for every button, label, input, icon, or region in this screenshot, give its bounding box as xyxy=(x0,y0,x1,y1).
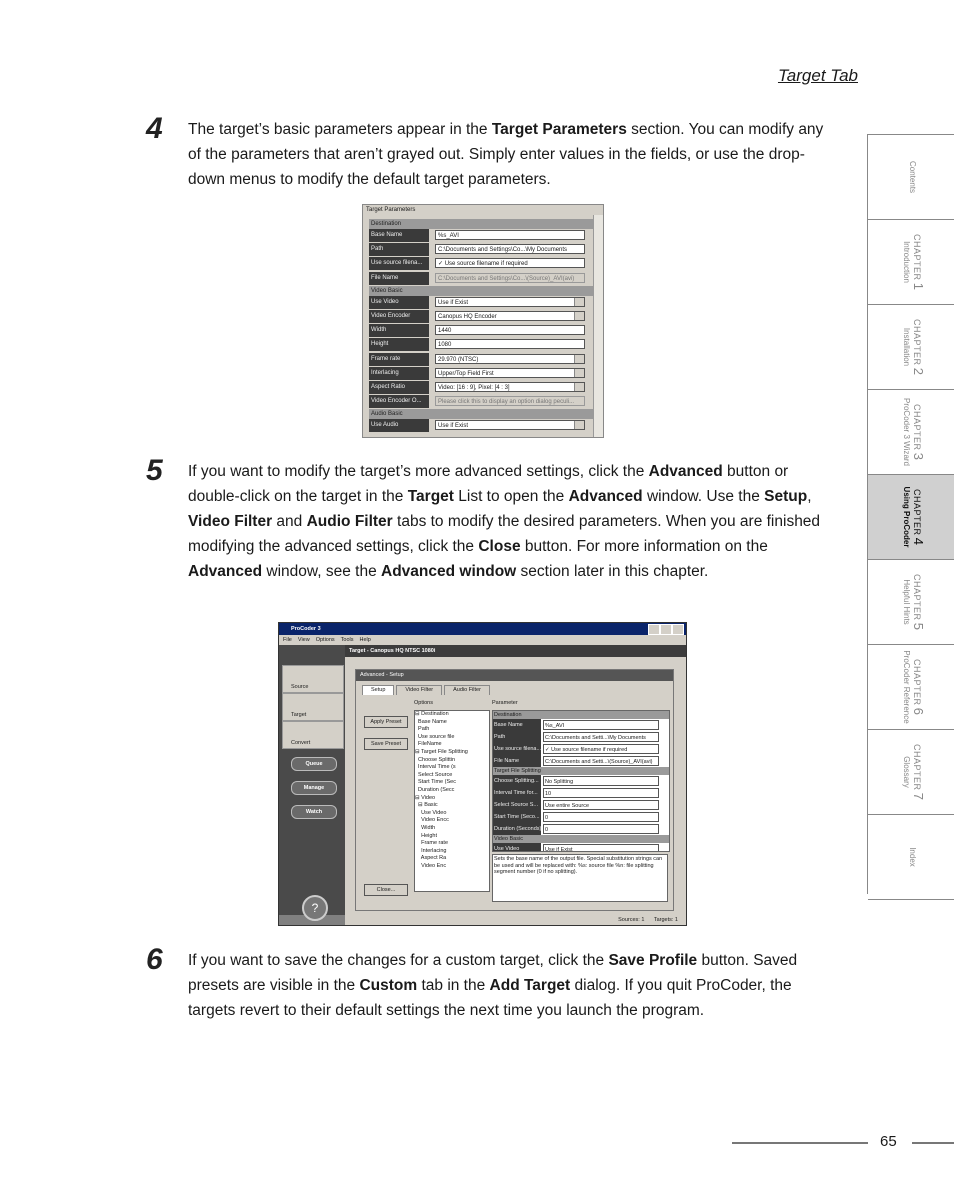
nav-tab-1[interactable] xyxy=(868,220,954,305)
param-value-field[interactable] xyxy=(435,325,585,335)
param-value-field[interactable] xyxy=(435,382,585,392)
param-value-field[interactable] xyxy=(435,420,585,430)
nav-tab-6[interactable] xyxy=(868,645,954,730)
step-4-text xyxy=(188,117,838,192)
procoder-advanced-screenshot xyxy=(278,622,687,926)
step-text-fragment: tabs to modify the desired parameters. When you are finished modifying the advanced settings, click the xyxy=(188,513,821,555)
param-row xyxy=(369,353,593,366)
step-bold-term: Save Profile xyxy=(608,952,698,969)
nav-chapter-word: CHAPTER xyxy=(911,489,922,536)
target-button[interactable] xyxy=(282,693,344,721)
param-value-text: Canopus HQ Encoder xyxy=(438,314,497,320)
tab-video-filter[interactable]: Video Filter xyxy=(396,685,442,695)
page-header-title: Target Tab xyxy=(777,66,858,85)
param-label: Use source filena... xyxy=(493,743,541,755)
param-label: Base Name xyxy=(369,229,429,242)
chevron-down-icon[interactable] xyxy=(574,369,584,377)
step-bold-term: Advanced window xyxy=(381,563,517,580)
tree-item[interactable]: Frame rate xyxy=(415,840,449,847)
advanced-tabs xyxy=(362,685,492,695)
param-section-header: Audio Basic xyxy=(369,409,593,419)
param-row xyxy=(369,243,593,256)
nav-tab-label xyxy=(901,234,926,290)
param-value-field[interactable]: ✓ Use source filename if required xyxy=(543,744,659,754)
source-button[interactable] xyxy=(282,665,344,693)
param-label: Width xyxy=(369,324,429,337)
param-section-header: Destination xyxy=(369,219,593,229)
param-label: Use Audio xyxy=(369,419,429,432)
options-tree[interactable] xyxy=(414,710,490,892)
source-button-label: Source xyxy=(291,684,309,690)
param-label: Path xyxy=(369,243,429,256)
minimize-button[interactable] xyxy=(648,624,660,635)
target-button-label: Target xyxy=(291,712,307,718)
sources-count: Sources: 1 xyxy=(618,917,645,923)
page-number: 65 xyxy=(880,1133,897,1150)
chapter-side-nav xyxy=(867,134,954,894)
nav-chapter-number: 1 xyxy=(910,282,926,290)
nav-chapter-word: CHAPTER xyxy=(911,659,922,706)
parameter-label: Parameter xyxy=(492,700,518,706)
param-label: Use Video xyxy=(493,843,541,852)
status-bar xyxy=(345,915,686,925)
param-row xyxy=(493,843,669,852)
param-label: Height xyxy=(369,338,429,351)
target-bar: Target - Canopus HQ NTSC 1080i xyxy=(345,645,686,657)
window-titlebar xyxy=(279,623,686,635)
step-bold-term: Target Parameters xyxy=(491,121,627,138)
maximize-button[interactable] xyxy=(660,624,672,635)
param-section-header: Video Basic xyxy=(369,286,593,296)
footer-rule-right xyxy=(912,1142,954,1144)
nav-chapter-title: ProCoder 3 Wizard xyxy=(901,397,911,467)
nav-chapter-word: CHAPTER xyxy=(911,319,922,366)
nav-tab-8[interactable] xyxy=(868,815,954,900)
nav-tab-label xyxy=(901,650,926,724)
chevron-down-icon[interactable] xyxy=(574,355,584,363)
param-row xyxy=(493,755,669,767)
nav-chapter-number: 2 xyxy=(910,367,926,375)
nav-tab-3[interactable] xyxy=(868,390,954,475)
nav-chapter-title: Helpful Hints xyxy=(901,579,911,625)
tree-item[interactable]: Interval Time (s xyxy=(415,764,456,771)
step-text-fragment: dialog. If you quit ProCoder, the targets revert to their default settings the next time you launch the program. xyxy=(188,977,792,1019)
step-text-fragment: window, see the xyxy=(262,563,382,580)
step-bold-term: Advanced xyxy=(188,563,263,580)
param-value-field[interactable]: %s_AVI xyxy=(543,720,659,730)
param-value-text: Video: [16 : 9], Pixel: [4 : 3] xyxy=(438,385,510,391)
param-row xyxy=(369,367,593,380)
tree-item[interactable]: Use Video xyxy=(415,809,447,816)
menu-item[interactable]: Tools xyxy=(340,637,354,643)
parameter-grid[interactable] xyxy=(492,710,670,852)
param-section-header: Target File Splitting xyxy=(493,767,669,775)
step-text-fragment: section later in this chapter. xyxy=(516,563,709,580)
advanced-dialog-title: Advanced - Setup xyxy=(356,670,673,681)
tree-item[interactable]: Height xyxy=(415,832,438,839)
nav-tab-2[interactable] xyxy=(868,305,954,390)
param-value-text: C:\Documents and Settings\Co...\My Documents xyxy=(438,247,568,254)
param-row xyxy=(369,338,593,351)
nav-chapter-word: CHAPTER xyxy=(911,574,922,621)
window-title: ProCoder 3 xyxy=(291,626,321,632)
param-value-field[interactable]: 0 xyxy=(543,824,659,834)
param-label: File Name xyxy=(493,755,541,767)
param-row xyxy=(369,381,593,394)
nav-chapter-word: CHAPTER xyxy=(911,744,922,791)
param-value-text: ✓ Use source filename if required xyxy=(438,261,528,268)
tree-item[interactable]: Aspect Ra xyxy=(415,855,447,862)
param-value-field[interactable] xyxy=(435,230,585,240)
param-label: Choose Splitting... xyxy=(493,775,541,787)
nav-chapter-title: Glossary xyxy=(901,756,911,788)
param-row xyxy=(493,719,669,731)
tree-item[interactable]: FileName xyxy=(415,741,442,748)
advanced-dialog xyxy=(355,669,674,911)
step-bold-term: Custom xyxy=(359,977,418,994)
param-row xyxy=(493,787,669,799)
step-bold-term: Video Filter xyxy=(188,513,273,530)
param-value-field[interactable]: Use entire Source xyxy=(543,800,659,810)
menu-item[interactable]: Options xyxy=(315,637,335,643)
target-parameters-title: Target Parameters xyxy=(363,205,603,215)
menu-item[interactable]: File xyxy=(283,637,292,643)
step-text-fragment: tab in the xyxy=(417,977,490,994)
help-icon[interactable]: ? xyxy=(302,895,328,921)
step-text-fragment: button. For more information on the xyxy=(520,538,768,555)
step-bold-term: Audio Filter xyxy=(306,513,393,530)
queue-button[interactable]: Queue xyxy=(291,757,337,771)
param-value-text: Use if Exist xyxy=(438,299,469,306)
param-value-text: %s_AVI xyxy=(438,233,459,239)
nav-tab-label xyxy=(901,486,926,548)
left-panel xyxy=(279,645,345,915)
step-text-fragment: If you want to modify the target’s more advanced settings, click the xyxy=(188,463,649,480)
tab-setup[interactable]: Setup xyxy=(362,685,394,695)
param-value-field[interactable] xyxy=(435,339,585,349)
step-text-fragment: window. Use the xyxy=(642,488,765,505)
step-bold-term: Close xyxy=(478,538,521,555)
param-row xyxy=(369,419,593,432)
param-row xyxy=(369,324,593,337)
param-value-field[interactable]: 0 xyxy=(543,812,659,822)
tree-item[interactable]: Video Encc xyxy=(415,817,449,824)
nav-chapter-number: 3 xyxy=(910,452,926,460)
step-6-number: 6 xyxy=(146,943,163,976)
convert-button[interactable] xyxy=(282,721,344,749)
tree-item[interactable]: Width xyxy=(415,824,436,831)
step-bold-term: Target xyxy=(407,488,454,505)
step-6-text xyxy=(188,948,838,1023)
step-4-number: 4 xyxy=(146,112,163,145)
param-value-field[interactable]: No Splitting xyxy=(543,776,659,786)
nav-chapter-title: Installation xyxy=(901,327,911,367)
param-value-field[interactable]: Use if Exist xyxy=(543,844,659,852)
param-value-text: Please click this to display an option dialog peculi... xyxy=(438,399,575,406)
nav-chapter-number: 4 xyxy=(910,537,926,545)
param-label: Aspect Ratio xyxy=(369,381,429,394)
tree-item[interactable]: ⊟ Basic xyxy=(415,802,438,809)
tree-item[interactable]: Select Source xyxy=(415,771,453,778)
parameter-description: Sets the base name of the output file. Special substitution strings can be used and will be replaced with: %s: source file %n: file splitting segment number (0 if no splitting). xyxy=(492,854,668,902)
step-5-text xyxy=(188,459,838,584)
tree-item[interactable]: Choose Splittin xyxy=(415,756,456,763)
tree-item[interactable]: ⊟ Video xyxy=(415,794,436,801)
step-text-fragment: and xyxy=(272,513,307,530)
scrollbar[interactable] xyxy=(593,215,603,437)
param-label: Video Encoder xyxy=(369,310,429,323)
step-text-fragment: , xyxy=(807,488,812,505)
save-preset-button[interactable]: Save Preset xyxy=(364,738,408,750)
options-label: Options xyxy=(414,700,433,706)
param-value-field[interactable] xyxy=(435,311,585,321)
tree-item[interactable]: Start Time (Sec xyxy=(415,779,456,786)
tree-item[interactable]: ⊟ Destination xyxy=(415,711,449,717)
nav-tab-label xyxy=(907,847,917,867)
param-label: Base Name xyxy=(493,719,541,731)
nav-chapter-title: Contents xyxy=(907,160,917,194)
nav-chapter-number: 6 xyxy=(910,707,926,715)
chevron-down-icon[interactable] xyxy=(574,383,584,391)
param-row xyxy=(493,743,669,755)
param-row xyxy=(369,310,593,323)
step-text-fragment: button or double-click on the target in the xyxy=(188,463,789,505)
tree-item[interactable]: Interlacing xyxy=(415,847,447,854)
param-value-text: 1440 xyxy=(438,328,452,335)
param-value-field[interactable] xyxy=(435,258,585,268)
param-section-header: Video Basic xyxy=(493,835,669,843)
nav-tab-label xyxy=(901,744,926,800)
param-label: Select Source S... xyxy=(493,799,541,811)
nav-chapter-number: 7 xyxy=(910,792,926,800)
nav-chapter-word: CHAPTER xyxy=(911,404,922,451)
manage-button[interactable]: Manage xyxy=(291,781,337,795)
param-row xyxy=(493,775,669,787)
chevron-down-icon[interactable] xyxy=(574,421,584,429)
param-label: Interval Time for... xyxy=(493,787,541,799)
param-label: Frame rate xyxy=(369,353,429,366)
step-5-number: 5 xyxy=(146,454,163,487)
menu-item[interactable]: Help xyxy=(359,637,371,643)
nav-tab-label xyxy=(907,161,917,193)
param-label: File Name xyxy=(369,272,429,285)
step-text-fragment: section. You can modify any of the parameters that aren’t grayed out. Simply enter values in the fields, or use the drop-down menus to modify the default target parameters. xyxy=(188,121,824,188)
step-bold-term: Add Target xyxy=(489,977,571,994)
param-row xyxy=(493,799,669,811)
targets-count: Targets: 1 xyxy=(653,917,678,923)
nav-chapter-number: 5 xyxy=(910,622,926,630)
nav-tab-7[interactable] xyxy=(868,730,954,815)
param-value-field[interactable]: C:\Documents and Setti...\My Documents xyxy=(543,732,659,742)
nav-tab-5[interactable] xyxy=(868,560,954,645)
nav-tab-label xyxy=(901,574,926,630)
tree-item[interactable]: Video Enc xyxy=(415,862,447,869)
watch-button[interactable]: Watch xyxy=(291,805,337,819)
nav-tab-label xyxy=(901,397,926,467)
param-value-field[interactable] xyxy=(435,297,585,307)
chevron-down-icon[interactable] xyxy=(574,312,584,320)
nav-tab-label xyxy=(901,319,926,375)
step-bold-term: Advanced xyxy=(568,488,643,505)
param-value-text: Use if Exist xyxy=(438,423,469,430)
param-row xyxy=(369,395,593,408)
target-parameters-screenshot xyxy=(362,204,604,438)
param-value-text: 1080 xyxy=(438,342,452,349)
nav-chapter-title: Introduction xyxy=(901,241,911,283)
step-text-fragment: If you want to save the changes for a custom target, click the xyxy=(188,952,609,969)
close-button[interactable]: Close... xyxy=(364,884,408,896)
param-row xyxy=(369,229,593,242)
param-row xyxy=(369,257,593,270)
tree-item[interactable]: ⊟ Target File Splitting xyxy=(415,748,468,755)
nav-chapter-title: Index xyxy=(907,847,917,867)
param-value-field xyxy=(435,396,585,406)
param-value-text: Upper/Top Field First xyxy=(438,370,494,377)
param-row xyxy=(493,811,669,823)
tree-item[interactable]: Base Name xyxy=(415,718,447,725)
nav-tab-0[interactable] xyxy=(868,134,954,220)
param-label: Start Time (Seco... xyxy=(493,811,541,823)
param-value-field xyxy=(435,273,585,283)
param-value-field[interactable] xyxy=(435,354,585,364)
close-window-button[interactable] xyxy=(672,624,684,635)
step-bold-term: Advanced xyxy=(648,463,723,480)
step-bold-term: Setup xyxy=(764,488,808,505)
param-value-field[interactable]: 10 xyxy=(543,788,659,798)
step-text-fragment: The target’s basic parameters appear in the xyxy=(188,121,492,138)
tree-item[interactable]: Use source file xyxy=(415,733,455,740)
param-row xyxy=(369,296,593,309)
tree-item[interactable]: Duration (Secc xyxy=(415,786,455,793)
step-text-fragment: List to open the xyxy=(453,488,569,505)
param-section-header: Destination xyxy=(493,711,669,719)
apply-preset-button[interactable]: Apply Preset xyxy=(364,716,408,728)
param-value-text: 29.970 (NTSC) xyxy=(438,356,479,363)
param-row xyxy=(493,731,669,743)
param-value-field[interactable]: C:\Documents and Setti...\(Source)_AVI(avi) xyxy=(543,756,659,766)
menu-item[interactable]: View xyxy=(297,637,310,643)
param-label: Use source filena... xyxy=(369,257,429,270)
nav-chapter-title: Using ProCoder xyxy=(901,486,911,548)
param-label: Use Video xyxy=(369,296,429,309)
nav-tab-4[interactable] xyxy=(868,475,954,560)
tree-item[interactable]: Path xyxy=(415,726,430,733)
param-row xyxy=(493,823,669,835)
param-row xyxy=(369,272,593,285)
param-label: Video Encoder O... xyxy=(369,395,429,408)
param-label: Interlacing xyxy=(369,367,429,380)
param-value-text: C:\Documents and Settings\Co...\(Source)_AVI(avi) xyxy=(438,275,575,282)
param-label: Duration (Seconds) xyxy=(493,823,541,835)
menu-bar xyxy=(279,635,686,645)
convert-button-label: Convert xyxy=(291,740,311,746)
nav-chapter-title: ProCoder Reference xyxy=(901,650,911,724)
step-text-fragment: button. Saved presets are visible in the xyxy=(188,952,798,994)
footer-rule-left xyxy=(732,1142,868,1144)
param-value-field[interactable] xyxy=(435,368,585,378)
main-panel xyxy=(345,645,686,915)
tab-audio-filter[interactable]: Audio Filter xyxy=(444,685,490,695)
param-value-field[interactable] xyxy=(435,244,585,254)
chevron-down-icon[interactable] xyxy=(574,298,584,306)
param-label: Path xyxy=(493,731,541,743)
nav-chapter-word: CHAPTER xyxy=(911,234,922,281)
